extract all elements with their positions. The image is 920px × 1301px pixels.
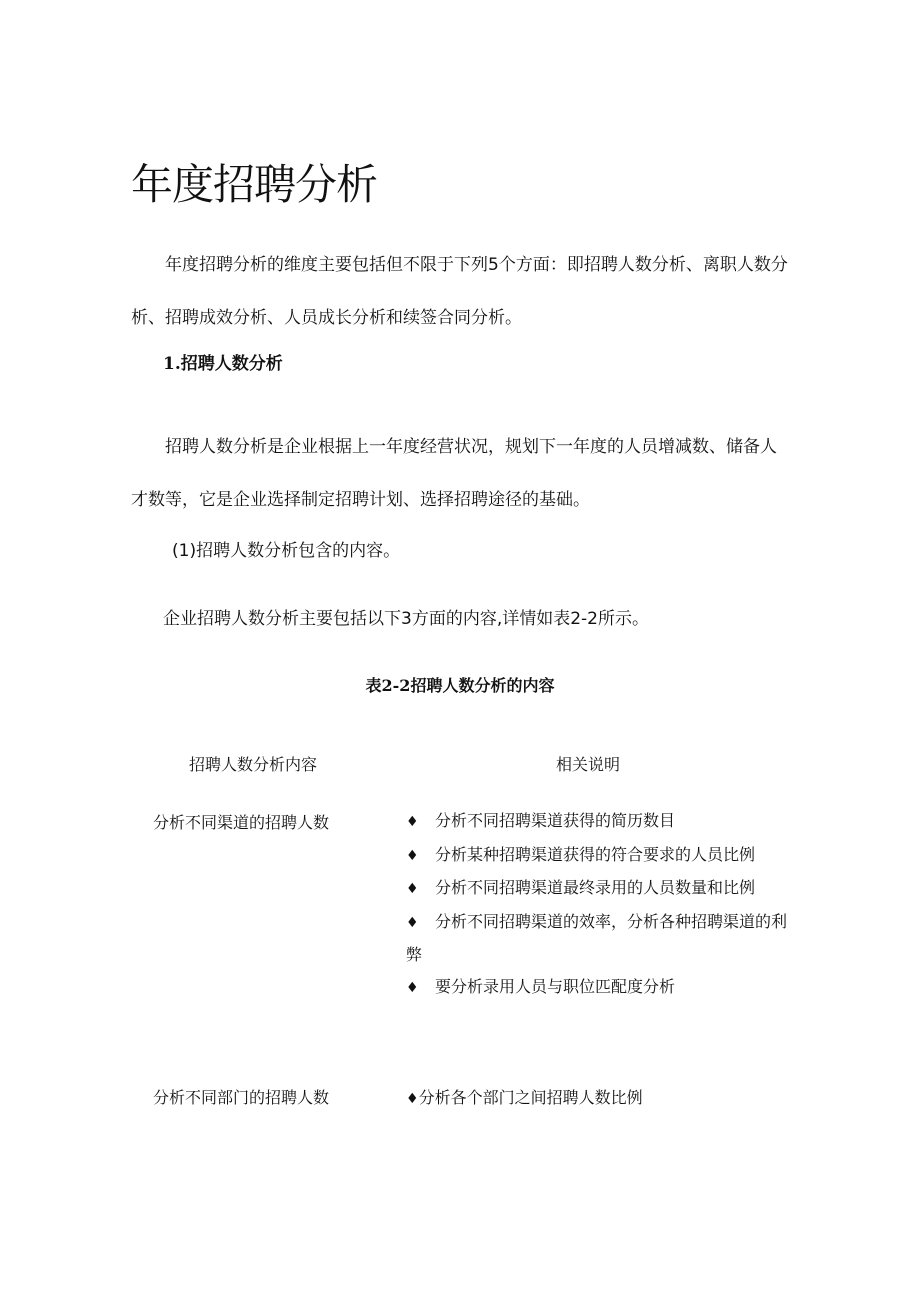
table-header-content: 招聘人数分析内容 bbox=[189, 755, 318, 774]
table-intro-text: 企业招聘人数分析主要包括以下3方面的内容,详情如表2-2所示。 bbox=[163, 609, 649, 629]
list-item-text: 分析某种招聘渠道获得的符合要求的人员比例 bbox=[435, 844, 756, 864]
list-item bbox=[406, 906, 790, 971]
list-item bbox=[406, 1085, 643, 1108]
table-row-label: 分析不同渠道的招聘人数 bbox=[153, 813, 330, 832]
list-item-text: 分析各个部门之间招聘人数比例 bbox=[418, 1088, 643, 1107]
list-item-text: 分析不同招聘渠道的效率，分析各种招聘渠道的利弊 bbox=[406, 911, 788, 964]
list-item bbox=[406, 971, 790, 1005]
sub-heading: (1)招聘人数分析包含的内容。 bbox=[172, 541, 401, 561]
page-title: 年度招聘分析 bbox=[131, 160, 378, 210]
intro-paragraph: 年度招聘分析的维度主要包括但不限于下列5个方面：即招聘人数分析、离职人数分析、招聘成效分析、人员成长分析和续签合同分析。 bbox=[131, 255, 788, 328]
table-caption: 表2-2招聘人数分析的内容 bbox=[365, 676, 555, 695]
list-item bbox=[406, 839, 790, 873]
table-header-description: 相关说明 bbox=[556, 755, 621, 774]
section-heading: 1.招聘人数分析 bbox=[163, 354, 283, 374]
list-item-text: 分析不同招聘渠道最终录用的人员数量和比例 bbox=[435, 878, 756, 897]
diamond-bullet-icon: ♦ bbox=[406, 979, 419, 996]
bullet-list bbox=[406, 805, 790, 1004]
list-item bbox=[406, 872, 790, 906]
list-item-text: 要分析录用人员与职位匹配度分析 bbox=[435, 976, 676, 996]
table-row-label: 分析不同部门的招聘人数 bbox=[153, 1088, 330, 1107]
diamond-bullet-icon: ♦ bbox=[406, 1091, 419, 1107]
diamond-bullet-icon: ♦ bbox=[406, 881, 419, 897]
diamond-bullet-icon: ♦ bbox=[406, 814, 419, 830]
list-item-text: 分析不同招聘渠道获得的简历数目 bbox=[435, 811, 676, 830]
diamond-bullet-icon: ♦ bbox=[406, 847, 419, 864]
diamond-bullet-icon: ♦ bbox=[406, 914, 419, 931]
section-paragraph: 招聘人数分析是企业根据上一年度经营状况，规划下一年度的人员增减数、储备人才数等，它是企业选择制定招聘计划、选择招聘途径的基础。 bbox=[131, 437, 777, 510]
list-item bbox=[406, 805, 790, 839]
